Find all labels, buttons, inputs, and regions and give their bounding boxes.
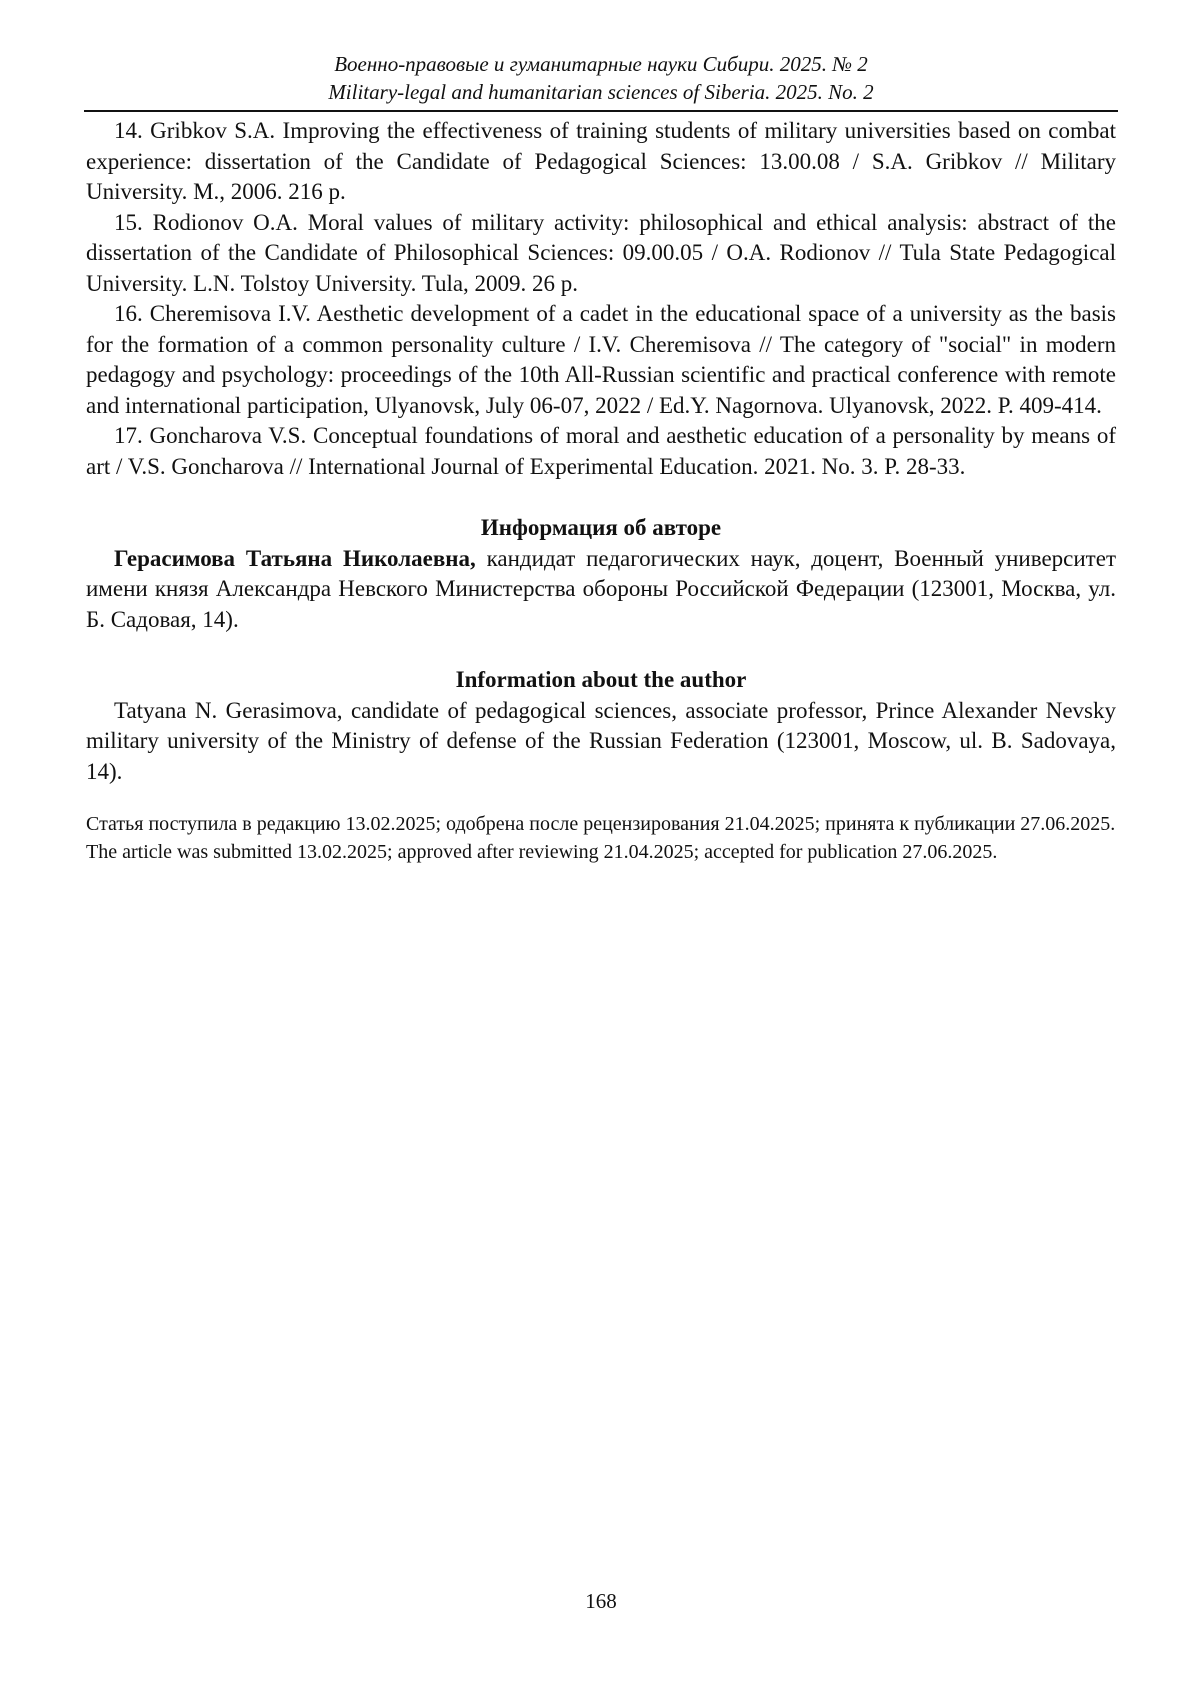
author-info-ru-text [86, 544, 1116, 636]
article-dates-en: The article was submitted 13.02.2025; approved after reviewing 21.04.2025; accepted for publication 27.06.2025. [86, 840, 998, 863]
spacer [86, 787, 1116, 811]
article-dates [86, 811, 1116, 866]
reference-list [86, 116, 1116, 482]
author-name-ru: Герасимова Татьяна Николаевна, [114, 545, 476, 571]
author-info-en [86, 665, 1116, 787]
author-info-en-text: Tatyana N. Gerasimova, candidate of pedagogical sciences, associate professor, Prince Alexander Nevsky military university of the Ministry of defense of the Russian Federation (123001, Moscow, ul. B. Sadovaya, 14). [86, 697, 1116, 784]
author-details-ru: кандидат педагогических наук, доцент, Военный университет имени князя Александра Невского Министерства обороны Российской Федерации (123001, Москва, ул. Б. Садовая, 14). [86, 545, 1116, 632]
author-info-ru-heading: Информация об авторе [480, 515, 722, 540]
article-dates-ru: Статья поступила в редакцию 13.02.2025; одобрена после рецензирования 21.04.2025; принята к публикации 27.06.2025. [86, 813, 1116, 835]
author-info-en-heading: Information about the author [455, 667, 747, 692]
spacer [86, 635, 1116, 665]
header-divider [84, 110, 1118, 112]
running-header [84, 50, 1118, 106]
page-number: 168 [585, 1589, 617, 1613]
spacer [86, 482, 1116, 513]
page-content [86, 116, 1116, 866]
reference-item: 16. Cheremisova I.V. Aesthetic development of a cadet in the educational space of a university as the basis for the formation of a common personality culture / I.V. Cheremisova // The category of "social" in modern pedagogy and psychology: proceedings of the 10th All-Russian scientific and practical conference with remote and international participation, Ulyanovsk, July 06-07, 2022 / Ed.Y. Nagornova. Ulyanovsk, 2022. P. 409-414. [86, 301, 1116, 418]
author-info-ru [86, 513, 1116, 635]
reference-item: 14. Gribkov S.A. Improving the effectiveness of training students of military universities based on combat experience: dissertation of the Candidate of Pedagogical Sciences: 13.00.08 / S.A. Gribkov // Military University. M., 2006. 216 p. [86, 118, 1116, 204]
reference-item: 17. Goncharova V.S. Conceptual foundations of moral and aesthetic education of a personality by means of art / V.S. Goncharova // International Journal of Experimental Education. 2021. No. 3. P. 28-33. [86, 423, 1116, 479]
reference-item: 15. Rodionov O.A. Moral values of military activity: philosophical and ethical analysis: abstract of the dissertation of the Candidate of Philosophical Sciences: 09.00.05 / O.A. Rodionov // Tula State Pedagogical University. L.N. Tolstoy University. Tula, 2009. 26 p. [86, 209, 1116, 296]
journal-title-en: Military-legal and humanitarian sciences of Siberia. 2025. No. 2 [328, 80, 874, 104]
journal-title-ru: Военно-правовые и гуманитарные науки Сибири. 2025. № 2 [334, 52, 868, 76]
